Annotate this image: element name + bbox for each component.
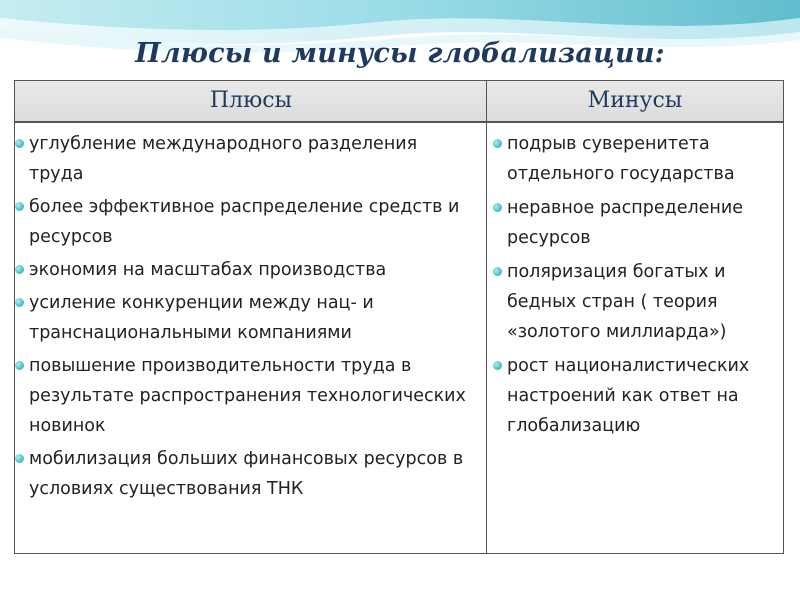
- cons-item-text: поляризация богатых и бедных стран ( теория «золотого миллиарда»): [507, 262, 727, 342]
- pros-item-text: более эффективное распределение средств и ресурсов: [29, 197, 460, 247]
- bullet-dot-icon: [493, 361, 502, 370]
- bullet-dot-icon: [15, 265, 24, 274]
- cons-list-item: [493, 257, 783, 347]
- bullet-dot-icon: [15, 202, 24, 211]
- column-divider: [486, 81, 487, 553]
- cons-item-text: неравное распределение ресурсов: [507, 198, 744, 248]
- bullet-dot-icon: [493, 139, 502, 148]
- bullet-dot-icon: [493, 267, 502, 276]
- cons-item-text: рост националистических настроений как ответ на глобализацию: [507, 356, 750, 436]
- pros-item-text: экономия на масштабах производства: [29, 260, 387, 280]
- pros-cons-table: [14, 80, 784, 554]
- pros-list-item: [15, 192, 475, 252]
- pros-item-text: усиление конкуренции между нац- и транснациональными компаниями: [29, 293, 374, 343]
- pros-list-item: [15, 288, 475, 348]
- pros-list-item: [15, 351, 475, 441]
- pros-list-item: [15, 255, 475, 285]
- bullet-dot-icon: [15, 454, 24, 463]
- bullet-dot-icon: [15, 361, 24, 370]
- pros-item-text: углубление международного разделения труда: [29, 134, 418, 184]
- bullet-dot-icon: [15, 298, 24, 307]
- table-header-row: [15, 81, 783, 123]
- bullet-dot-icon: [493, 203, 502, 212]
- cons-list: [493, 129, 783, 445]
- bullet-dot-icon: [15, 139, 24, 148]
- cons-list-item: [493, 351, 783, 441]
- pros-item-text: мобилизация больших финансовых ресурсов в условиях существования ТНК: [29, 449, 464, 499]
- cons-item-text: подрыв суверенитета отдельного государства: [507, 134, 735, 184]
- header-pros: Плюсы: [209, 88, 293, 113]
- pros-item-text: повышение производительности труда в результате распространения технологических новинок: [29, 356, 466, 436]
- cons-list-item: [493, 129, 783, 189]
- cons-list-item: [493, 193, 783, 253]
- pros-list-item: [15, 444, 475, 504]
- pros-list-item: [15, 129, 475, 189]
- slide-title: Плюсы и минусы глобализации:: [135, 38, 665, 69]
- pros-list: [15, 129, 475, 507]
- header-cons: Минусы: [587, 88, 683, 113]
